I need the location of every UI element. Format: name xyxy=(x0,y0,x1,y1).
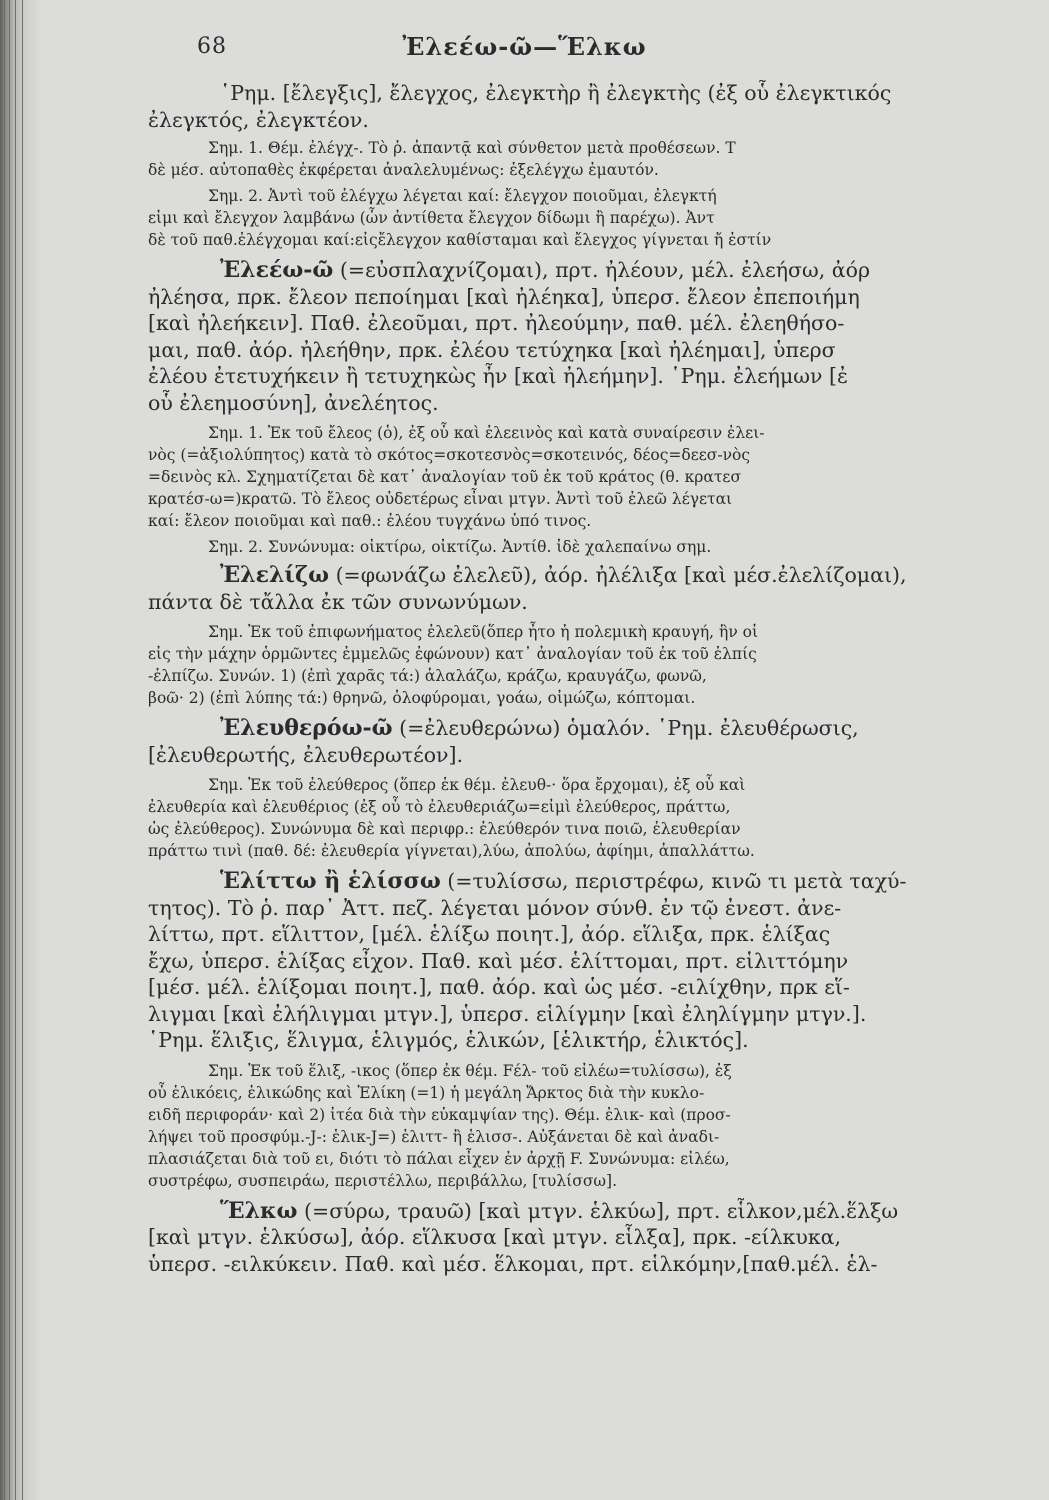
text-line: λίττω, πρτ. εἵλιττον, [μέλ. ἑλίξω ποιητ.], ἀόρ. εἵλιξα, πρκ. ἑλίξας xyxy=(148,922,831,946)
dictionary-entry xyxy=(148,257,1048,416)
book-spine-shadow xyxy=(0,0,42,1500)
entry-first-line xyxy=(148,562,1048,589)
text-line: βοῶ· 2) (ἐπὶ λύπης τά:) θρηνῶ, ὀλοφύρομαι, γοάω, οἰμώζω, κόπτομαι. xyxy=(148,689,696,707)
dictionary-entry xyxy=(148,1198,1048,1278)
text-line: Σημ. 2. Συνώνυμα: οἰκτίρω, οἰκτίζω. Ἀντίθ. ἰδὲ χαλεπαίνω σημ. xyxy=(208,538,712,556)
text-line: [μέσ. μέλ. ἑλίξομαι ποιητ.], παθ. ἀόρ. καὶ ὡς μέσ. -ειλίχθην, πρκ εἵ- xyxy=(148,975,850,999)
entry-text: (=φωνάζω ἐλελεῦ), ἀόρ. ἠλέλιξα [καὶ μέσ.ἐλελίζομαι), xyxy=(329,563,907,587)
entry-first-line xyxy=(148,715,1048,742)
entry-note xyxy=(148,536,1048,558)
entry-note xyxy=(148,422,1048,532)
text-line: εἰς τὴν μάχην ὁρμῶντες ἐμμελῶς ἐφώνουν) κατ᾽ ἀναλογίαν τοῦ ἐκ τοῦ ἐλπίς xyxy=(148,645,757,663)
text-line: οὗ ἐλεημοσύνη], ἀνελέητος. xyxy=(148,390,439,415)
running-title: Ἐλεέω-ῶ—Ἕλκω xyxy=(402,32,647,61)
text-line: Σημ. Ἐκ τοῦ ἐπιφωνήματος ἐλελεῦ(ὅπερ ἦτο ἡ πολεμικὴ κραυγή, ἣν οἱ xyxy=(208,623,759,641)
text-line: Σημ. Ἐκ τοῦ ἐλεύθερος (ὅπερ ἐκ θέμ. ἐλευθ-· ὅρα ἔρχομαι), ἐξ οὗ καὶ xyxy=(208,776,746,794)
text-line: Σημ. 2. Ἀντὶ τοῦ ἐλέγχω λέγεται καί: ἔλεγχον ποιοῦμαι, ἐλεγκτή xyxy=(208,187,717,205)
text-line: [ἐλευθερωτής, ἐλευθερωτέον]. xyxy=(148,742,464,767)
entry-note xyxy=(148,80,1048,133)
entry-first-line xyxy=(148,1198,1048,1225)
text-line: ἐλευθερία καὶ ἐλευθέριος (ἐξ οὗ τὸ ἐλευθεριάζω=εἰμὶ ἐλεύθερος, πράττω, xyxy=(148,798,731,816)
entry-text: (=σύρω, τραυῶ) [καὶ μτγν. ἑλκύω], πρτ. εἷλκον,μέλ.ἕλξω xyxy=(297,1198,899,1223)
text-line: λιγμαι [καὶ ἐλήλιγμαι μτγν.], ὑπερσ. εἱλίγμην [καὶ ἐληλίγμην μτγν.]. xyxy=(148,1001,867,1026)
text-line: [καὶ μτγν. ἑλκύσω], ἀόρ. εἵλκυσα [καὶ μτγν. εἷλξα], πρκ. -είλκυκα, xyxy=(148,1225,842,1249)
text-line: Σημ. Ἐκ τοῦ ἕλιξ, -ικος (ὅπερ ἐκ θέμ. Fέλ- τοῦ εἰλέω=τυλίσσω), ἐξ xyxy=(208,1061,732,1080)
text-line: συστρέφω, συσπειράω, περιστέλλω, περιβάλλω, [τυλίσσω]. xyxy=(148,1171,618,1190)
entry-note xyxy=(148,621,1048,709)
lemma-headword: Ἐλευθερόω-ῶ xyxy=(220,715,393,741)
entry-text: (=ἐλευθερώνω) ὁμαλόν. ῾Ρημ. ἐλευθέρωσις, xyxy=(392,716,859,740)
text-line: ἔχω, ὑπερσ. ἑλίξας εἶχον. Παθ. καὶ μέσ. ἑλίττομαι, πρτ. εἱλιττόμην xyxy=(148,948,849,973)
page-header xyxy=(0,30,1049,70)
text-line: [καὶ ἠλεήκειν]. Παθ. ἐλεοῦμαι, πρτ. ἠλεούμην, παθ. μέλ. ἐλεηθήσο- xyxy=(148,311,845,335)
lemma-headword: Ἐλεέω-ῶ xyxy=(220,257,334,283)
dictionary-entry xyxy=(148,868,1048,1054)
lemma-headword: Ἕλκω xyxy=(220,1197,298,1224)
entry-note xyxy=(148,185,1048,251)
entry-note xyxy=(148,1060,1048,1192)
text-line: δὲ τοῦ παθ.ἐλέγχομαι καί:εἰςἔλεγχον καθίσταμαι καὶ ἔλεγχος γίγνεται ἤ ἐστίν xyxy=(148,231,772,249)
text-line: λήψει τοῦ προσφύμ.-J-: ἑλικ-J=) ἑλιττ- ἢ ἑλισσ-. Αὐξάνεται δὲ καὶ ἀναδι- xyxy=(148,1127,720,1146)
lemma-headword: Ἐλελίζω xyxy=(220,562,330,588)
text-line: πλασιάζεται διὰ τοῦ ει, διότι τὸ πάλαι εἶχεν ἐν ἀρχῇ F. Συνώνυμα: εἰλέω, xyxy=(148,1149,730,1168)
page-number: 68 xyxy=(197,34,227,59)
dictionary-entry xyxy=(148,715,1048,768)
text-line: -ἐλπίζω. Συνών. 1) (ἐπὶ χαρᾶς τά:) ἀλαλάζω, κράζω, κραυγάζω, φωνῶ, xyxy=(148,667,707,685)
text-line: κρατέσ-ω=)κρατῶ. Τὸ ἔλεος οὐδετέρως εἶναι μτγν. Ἀντὶ τοῦ ἐλεῶ λέγεται xyxy=(148,490,733,508)
text-line: ῾Ρημ. [ἔλεγξις], ἔλεγχος, ἐλεγκτὴρ ἢ ἐλεγκτὴς (ἐξ οὗ ἐλεγκτικός xyxy=(220,81,892,105)
text-line: ἐλεγκτός, ἐλεγκτέον. xyxy=(148,107,369,132)
dictionary-text-body xyxy=(148,80,1048,1277)
text-line: ὡς ἐλεύθερος). Συνώνυμα δὲ καὶ περιφρ.: ἐλεύθερόν τινα ποιῶ, ἐλευθερίαν xyxy=(148,820,741,838)
dictionary-entry xyxy=(148,562,1048,615)
entry-text: (=εὐσπλαχνίζομαι), πρτ. ἠλέουν, μέλ. ἐλεήσω, ἀόρ xyxy=(333,258,871,282)
text-line: ἠλέησα, πρκ. ἔλεον πεποίημαι [καὶ ἠλέηκα], ὑπερσ. ἔλεον ἐπεποιήμη xyxy=(148,284,860,309)
entry-first-line xyxy=(148,868,1048,895)
text-line: τητος). Τὸ ῥ. παρ᾽ Ἀττ. πεζ. λέγεται μόνον σύνθ. ἐν τῷ ἐνεστ. ἀνε- xyxy=(148,895,842,920)
text-line: =δεινὸς κλ. Σχηματίζεται δὲ κατ᾽ ἀναλογίαν τοῦ ἐκ τοῦ κράτος (θ. κρατεσ xyxy=(148,468,742,486)
text-line: καί: ἔλεον ποιοῦμαι καὶ παθ.: ἐλέου τυγχάνω ὑπό τινος. xyxy=(148,512,592,530)
entry-note xyxy=(148,774,1048,862)
entry-first-line xyxy=(148,257,1048,284)
entry-note xyxy=(148,137,1048,181)
text-line: μαι, παθ. ἀόρ. ἠλεήθην, πρκ. ἐλέου τετύχηκα [καὶ ἠλέημαι], ὑπερσ xyxy=(148,337,836,362)
text-line: οὗ ἑλικόεις, ἑλικώδης καὶ Ἑλίκη (=1) ἡ μεγάλη Ἄρκτος διὰ τὴν κυκλο- xyxy=(148,1083,705,1102)
lemma-headword: Ἑλίττω ἢ ἑλίσσω xyxy=(220,868,441,894)
text-line: νὸς (=ἀξιολύπητος) κατὰ τὸ σκότος=σκοτεσνὸς=σκοτεινός, δέος=δεεσ-νὸς xyxy=(148,446,751,464)
text-line: Σημ. 1. Ἐκ τοῦ ἔλεος (ὁ), ἐξ οὗ καὶ ἐλεεινὸς καὶ κατὰ συναίρεσιν ἐλει- xyxy=(208,424,765,442)
text-line: Σημ. 1. Θέμ. ἐλέγχ-. Τὸ ῥ. ἀπαντᾷ καὶ σύνθετον μετὰ προθέσεων. Τ xyxy=(208,139,736,157)
entry-text: (=τυλίσσω, περιστρέφω, κινῶ τι μετὰ ταχύ- xyxy=(440,869,907,893)
text-line: πάντα δὲ τἄλλα ἐκ τῶν συνωνύμων. xyxy=(148,589,528,614)
text-line: ῾Ρημ. ἕλιξις, ἕλιγμα, ἑλιγμός, ἑλικών, [ἑλικτήρ, ἑλικτός]. xyxy=(148,1028,749,1052)
text-line: εἰμι καὶ ἔλεγχον λαμβάνω (ὧν ἀντίθετα ἔλεγχον δίδωμι ἢ παρέχω). Ἀντ xyxy=(148,209,715,227)
text-line: ὑπερσ. -ειλκύκειν. Παθ. καὶ μέσ. ἕλκομαι, πρτ. εἱλκόμην,[παθ.μέλ. ἑλ- xyxy=(148,1251,878,1276)
text-line: ἐλέου ἐτετυχήκειν ἢ τετυχηκὼς ἦν [καὶ ἠλεήμην]. ῾Ρημ. ἐλεήμων [ἐ xyxy=(148,364,848,388)
text-line: δὲ μέσ. αὐτοπαθὲς ἐκφέρεται ἀναλελυμένως: ἐξελέγχω ἐμαυτόν. xyxy=(148,161,659,179)
text-line: πράττω τινὶ (παθ. δέ: ἐλευθερία γίγνεται),λύω, ἀπολύω, ἀφίημι, ἀπαλλάττω. xyxy=(148,842,755,860)
text-line: ειδῆ περιφοράν· καὶ 2) ἰτέα διὰ τὴν εὐκαμψίαν της). Θέμ. ἑλικ- καὶ (προσ- xyxy=(148,1105,731,1124)
